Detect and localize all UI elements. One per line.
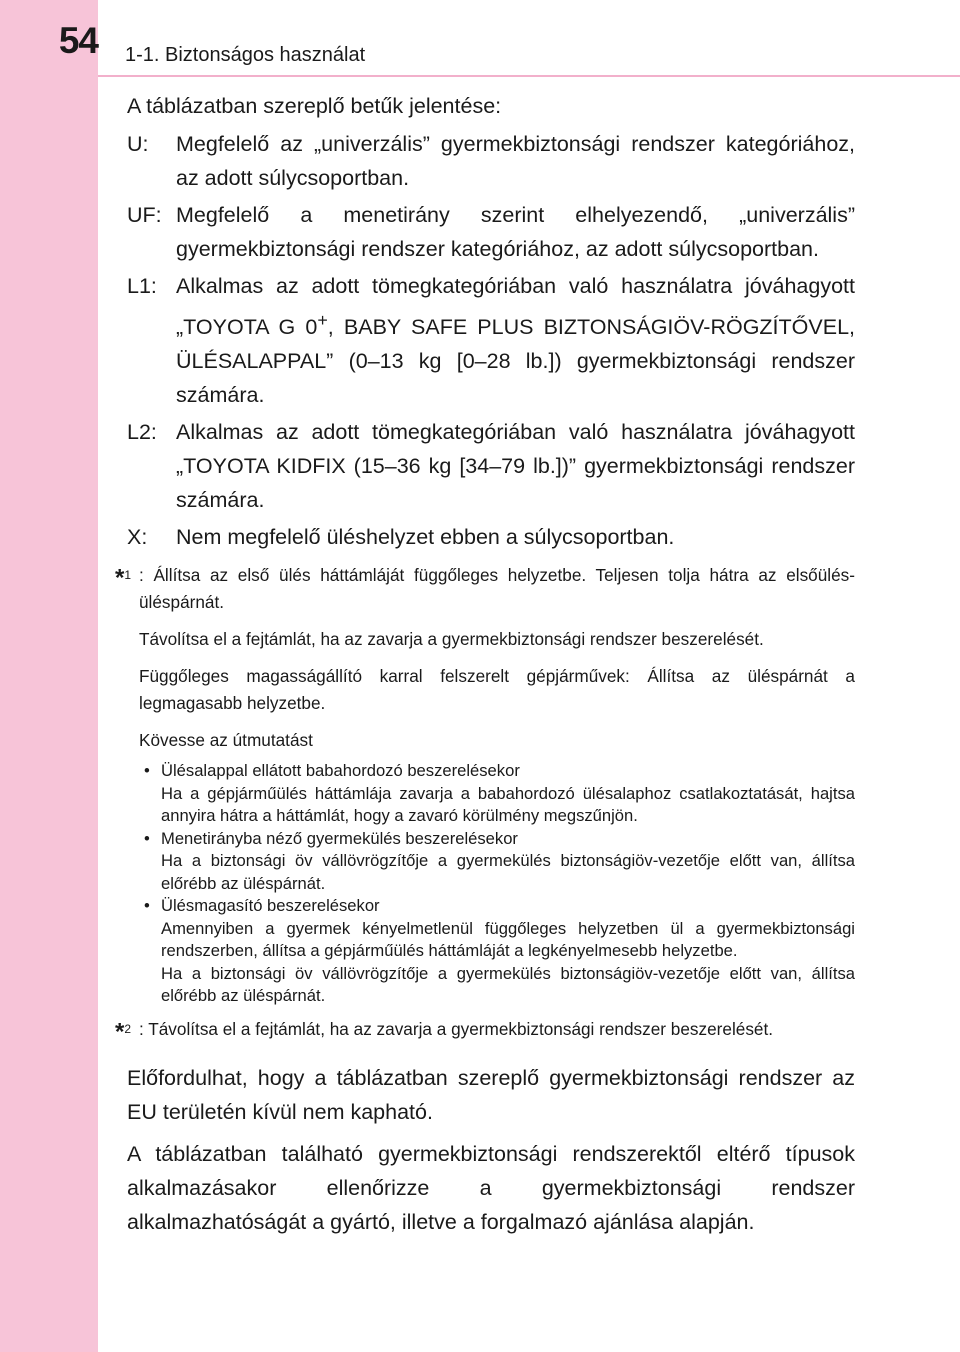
footnote-paragraph: : Távolítsa el a fejtámlát, ha az zavarja a gyermekbiztonsági rendszer beszerelését. [139,1018,774,1039]
definition-text-part: , BABY SAFE PLUS BIZTONSÁGIÖV-RÖGZÍTŐVEL, ÜLÉSALAPPAL” (0–13 kg [0–28 lb.]) gyermekbiztonsági rendszer számára. [176,315,855,408]
list-item [139,760,855,828]
list-item-text: Amennyiben a gyermek kényelmetlenül függőleges helyzetben ül a gyermekbiztonsági rendszerben, állítsa a gépjárműülés háttámláját a legkényelmesebb helyzetbe. [161,918,855,961]
list-item [139,828,855,896]
definition-text: Megfelelő az „univerzális” gyermekbiztonsági rendszer kategóriához, az adott súlycsoportban. [176,132,855,190]
definition-l1 [127,269,855,412]
footnote-paragraph: Kövesse az útmutatást [139,730,313,751]
footnote-marker [115,562,139,1008]
definition-text-part: Alkalmas az adott tömegkategóriában való használatra jóváhagyott „TOYOTA G 0 [176,274,855,340]
definition-superscript: + [317,310,328,330]
list-item [139,895,855,1008]
footnote-number: 1 [124,568,132,583]
list-item-text: Ha a biztonsági öv vállövrögzítője a gyermekülés biztonságiöv-vezetője előtt van, állítsa előrébb az üléspárnát. [161,851,855,893]
definition-text: Megfelelő a menetirány szerint elhelyezendő, „univerzális” gyermekbiztonsági rendszer kategóriához, az adott súlycsoportban. [176,203,855,261]
definition-code: X: [127,525,148,550]
footnote-2 [115,1016,855,1049]
list-item-text: Ha a gépjárműülés háttámlája zavarja a babahordozó ülésalaphoz csatlakoztatását, hajtsa annyira hátra a háttámlát, hogy a zavaró körülmény megszűnjön. [161,783,855,826]
page-number: 54 [58,20,98,61]
footnote-paragraph: : Állítsa az első ülés háttámláját függőleges helyzetbe. Teljesen tolja hátra az elsőülés-üléspárnát. [139,565,855,613]
list-item-title: • Menetirányba néző gyermekülés beszerelésekor [161,828,518,848]
page-margin-bar [0,0,98,1352]
definition-code: L1: [127,274,157,298]
definition-x [127,520,855,554]
definition-code: UF: [127,203,162,227]
list-item-title: • Ülésalappal ellátott babahordozó beszerelésekor [161,761,520,781]
list-item-text: Ha a biztonsági öv vállövrögzítője a gyermekülés biztonságiöv-vezetője előtt van, állítsa előrébb az üléspárnát. [161,963,855,1006]
compatibility-paragraph: A táblázatban található gyermekbiztonsági rendszerektől eltérő típusok alkalmazásakor ellenőrizze a gyermekbiztonsági rendszer alkalmazhatóságát a gyártó, illetve a forgalmazó ajánlása alapján. [127,1141,855,1234]
legend-intro: A táblázatban szereplő betűk jelentése: [127,94,502,118]
definition-uf [127,198,855,266]
page-content [115,89,855,1239]
definition-text [176,269,855,412]
footnote-number: 2 [124,1021,132,1036]
section-title: 1-1. Biztonságos használat [125,44,366,66]
footnote-star: * [115,1018,125,1046]
definition-code: L2: [127,420,157,445]
footnote-1 [115,562,855,1008]
definition-text: Alkalmas az adott tömegkategóriában való használatra jóváhagyott „TOYOTA KIDFIX (15–36 kg [34–79 lb.])” gyermekbiztonsági rendszer számára. [176,420,855,513]
availability-paragraph: Előfordulhat, hogy a táblázatban szereplő gyermekbiztonsági rendszer az EU területén kívül nem kapható. [127,1065,855,1124]
footnote-paragraph: Távolítsa el a fejtámlát, ha az zavarja a gyermekbiztonsági rendszer beszerelését. [139,629,764,650]
footnote-paragraph: Függőleges magasságállító karral felszerelt gépjárművek: Állítsa az üléspárnát a legmagasabb helyzetbe. [139,666,855,714]
list-item-title: • Ülésmagasító beszerelésekor [161,896,380,916]
header-divider [98,75,960,77]
definition-u [127,127,855,195]
definition-text: Nem megfelelő üléshelyzet ebben a súlycsoportban. [176,525,675,550]
definition-code: U: [127,132,149,156]
footnote-marker [115,1016,139,1049]
definition-l2 [127,415,855,517]
footnote-body [139,562,855,1008]
footnote-star: * [115,564,125,592]
footnote-body [139,1016,855,1049]
instruction-list [139,760,855,1008]
